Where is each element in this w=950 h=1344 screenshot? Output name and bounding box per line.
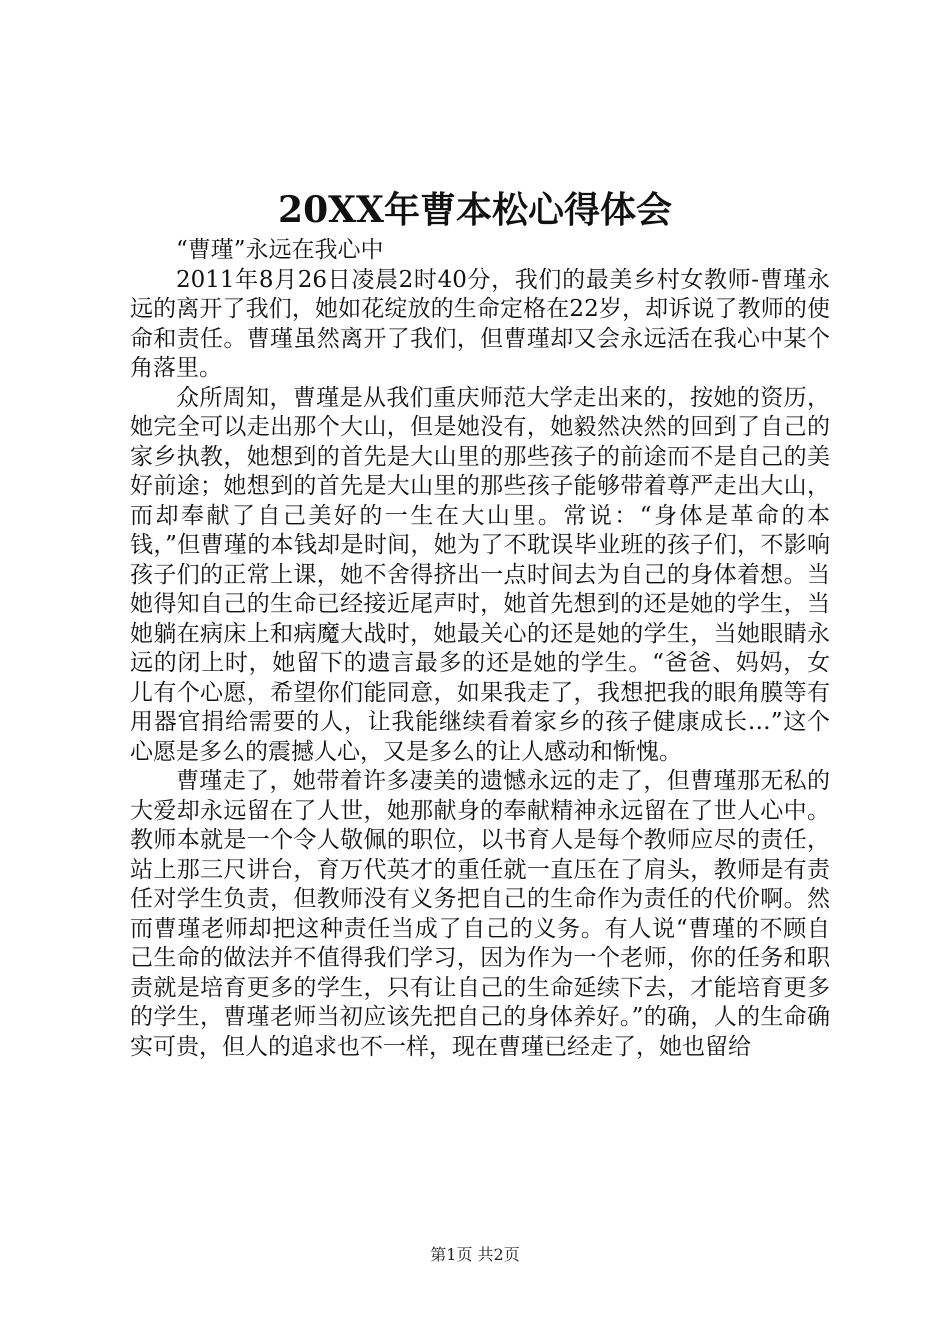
paragraph-2: 众所周知，曹瑾是从我们重庆师范大学走出来的，按她的资历，她完全可以走出那个大山，但是她没有，她毅然决然的回到了自己的家乡执教，她想到的首先是大山里的那些孩子的前途而不是自己的美好前途；她想到的首先是大山里的那些孩子能够带着尊严走出大山，而却奉献了自己美好的一生在大山里。常说：“身体是革命的本钱，”但曹瑾的本钱却是时间，她为了不耽误毕业班的孩子们，不影响孩子们的正常上课，她不舍得挤出一点时间去为自己的身体着想。当她得知自己的生命已经接近尾声时，她首先想到的还是她的学生，当她躺在病床上和病魔大战时，她最关心的还是她的学生，当她眼睛永远的闭上时，她留下的遗言最多的还是她的学生。“爸爸、妈妈，女儿有个心愿，希望你们能同意，如果我走了，我想把我的眼角膜等有用器官捐给需要的人，让我能继续看着家乡的孩子健康成长…”这个心愿是多么的震撼人心，又是多么的让人感动和惭愧。 bbox=[130, 384, 830, 765]
section-subtitle: “曹瑾”永远在我心中 bbox=[176, 237, 384, 263]
page-number-footer: 第1页 共2页 bbox=[430, 1245, 520, 1264]
paragraph-1: 2011年8月26日凌晨2时40分，我们的最美乡村女教师-曹瑾永远的离开了我们，她如花绽放的生命定格在22岁，却诉说了教师的使命和责任。曹瑾虽然离开了我们，但曹瑾却又会永远活在我心中某个角落里。 bbox=[130, 266, 830, 381]
document-title: 20XX年曹本松心得体会 bbox=[278, 189, 672, 231]
paragraph-3: 曹瑾走了，她带着许多凄美的遗憾永远的走了，但曹瑾那无私的大爱却永远留在了人世，她那献身的奉献精神永远留在了世人心中。教师本就是一个令人敬佩的职位，以书育人是每个教师应尽的责任，站上那三尺讲台，育万代英才的重任就一直压在了肩头，教师是有责任对学生负责，但教师没有义务把自己的生命作为责任的代价啊。然而曹瑾老师却把这种责任当成了自己的义务。有人说“曹瑾的不顾自己生命的做法并不值得我们学习，因为作为一个老师，你的任务和职责就是培育更多的学生，只有让自己的生命延续下去，才能培育更多的学生，曹瑾老师当初应该先把自己的身体养好。”的确，人的生命确实可贵，但人的追求也不一样，现在曹瑾已经走了，她也留给 bbox=[130, 768, 830, 1060]
document-body bbox=[130, 236, 830, 1062]
